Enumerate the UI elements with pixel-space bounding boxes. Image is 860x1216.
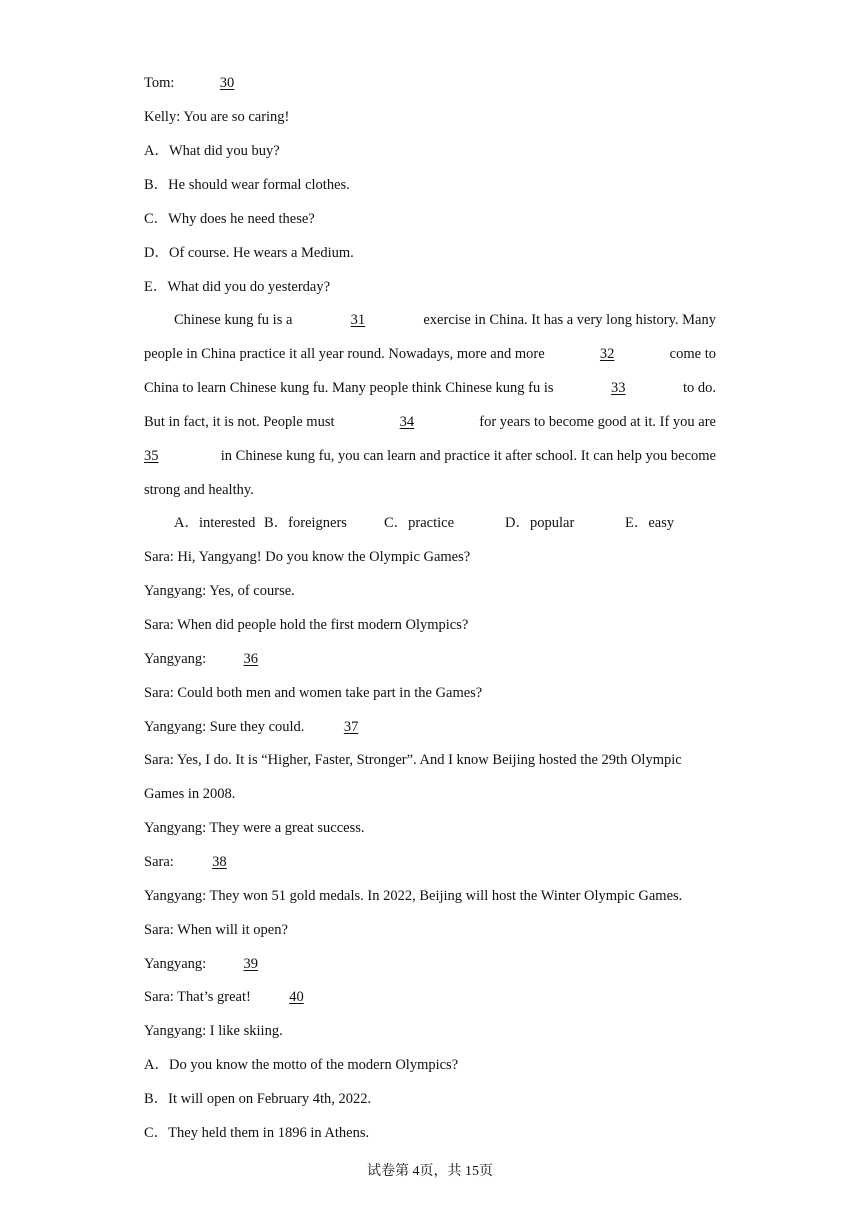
yangyang-37-line: Yangyang: Sure they could. 37 — [144, 718, 390, 736]
blank-32: 32 — [599, 346, 615, 362]
yangyang-39-line: Yangyang: 39 — [144, 955, 288, 973]
passage-line-3: China to learn Chinese kung fu. Many people think Chinese kung fu is 33 to do. — [144, 380, 716, 396]
passage-line-1: Chinese kung fu is a 31 exercise in China. It has a very long history. Many — [174, 312, 716, 328]
dialogue-line: Sara: Could both men and women take part in the Games? — [144, 685, 483, 701]
dialogue-line: Sara: Yes, I do. It is “Higher, Faster, Stronger”. And I know Beijing hosted the 29th Olympic — [144, 752, 682, 768]
dialogue-line: Yangyang: They were a great success. — [144, 820, 365, 836]
dialogue-line: Sara: When did people hold the first modern Olympics? — [144, 617, 469, 633]
blank-33: 33 — [611, 380, 626, 396]
dialogue-line: Sara: Hi, Yangyang! Do you know the Olympic Games? — [144, 549, 471, 565]
dialogue-line: Yangyang: I like skiing. — [144, 1023, 283, 1039]
passage-option-d: D．popular — [505, 515, 575, 531]
passage-line-5: 35 in Chinese kung fu, you can learn and practice it after school. It can help you become — [144, 448, 716, 464]
option-d: D．Of course. He wears a Medium. — [144, 245, 354, 261]
dialogue-line: Yangyang: They won 51 gold medals. In 2022, Beijing will host the Winter Olympic Games. — [144, 888, 683, 904]
option-a: A．What did you buy? — [144, 143, 280, 159]
option-c: C．Why does he need these? — [144, 211, 315, 227]
dialogue-line: Yangyang: Yes, of course. — [144, 583, 295, 599]
kelly-line: Kelly: You are so caring! — [144, 109, 290, 125]
blank-40: 40 — [289, 989, 304, 1005]
passage-option-c: C．practice — [384, 515, 455, 531]
sara-38-line: Sara: 38 — [144, 853, 257, 871]
blank-31: 31 — [350, 312, 366, 328]
dialogue-line: Games in 2008. — [144, 786, 236, 802]
sara-40-line: Sara: That’s great! 40 — [144, 988, 334, 1006]
blank-38: 38 — [212, 854, 227, 870]
dialogue2-option-a: A．Do you know the motto of the modern Olympics? — [144, 1057, 459, 1073]
blank-30: 30 — [219, 75, 235, 91]
tom-line: Tom: 30 — [144, 74, 270, 92]
blank-34: 34 — [399, 414, 415, 430]
blank-35: 35 — [144, 448, 159, 464]
option-b: B．He should wear formal clothes. — [144, 177, 350, 193]
passage-options — [174, 514, 674, 532]
blank-36: 36 — [243, 651, 259, 667]
dialogue2-option-b: B．It will open on February 4th, 2022. — [144, 1091, 372, 1107]
passage-line-2: people in China practice it all year round. Nowadays, more and more 32 come to — [144, 346, 716, 362]
passage-option-a: A．interested — [174, 515, 256, 531]
yangyang-36-line: Yangyang: 36 — [144, 650, 288, 668]
blank-37: 37 — [343, 719, 359, 735]
blank-39: 39 — [243, 956, 259, 972]
passage-option-b: B．foreigners — [264, 515, 347, 531]
option-e: E．What did you do yesterday? — [144, 279, 331, 295]
passage-line-4: But in fact, it is not. People must 34 for years to become good at it. If you are — [144, 414, 716, 430]
passage-line-6: strong and healthy. — [144, 482, 254, 498]
passage-option-e: E．easy — [625, 515, 675, 531]
page-footer: 试卷第 4页，共 15页 — [367, 1164, 493, 1179]
dialogue-line: Sara: When will it open? — [144, 922, 288, 938]
dialogue2-option-c: C．They held them in 1896 in Athens. — [144, 1125, 370, 1141]
